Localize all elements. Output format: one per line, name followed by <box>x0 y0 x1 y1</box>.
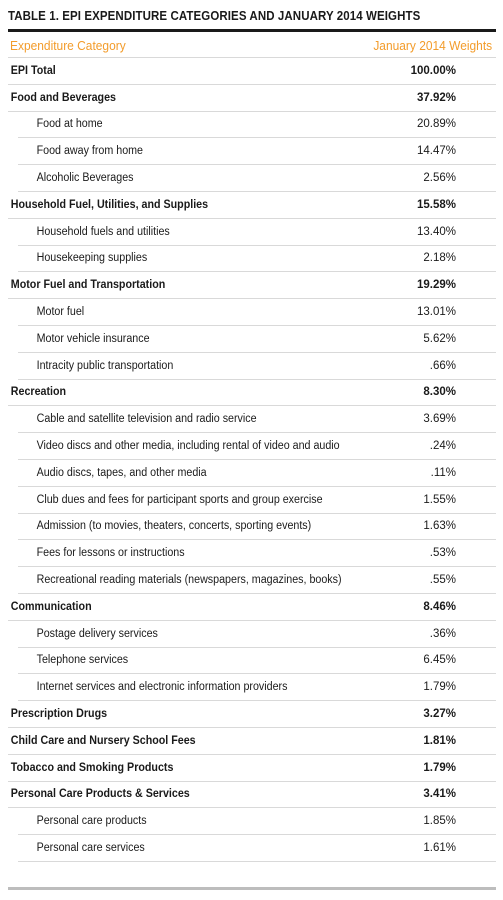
row-label: Food and Beverages <box>10 91 116 104</box>
row-value: .36% <box>426 621 496 648</box>
row-label-cell <box>18 246 426 273</box>
table-row <box>8 192 496 219</box>
row-value: 3.27% <box>423 708 456 721</box>
row-value: 1.55% <box>426 487 496 514</box>
row-label-cell <box>18 353 426 380</box>
row-label-cell <box>18 487 426 514</box>
row-label: Motor vehicle insurance <box>36 332 150 345</box>
row-value: 13.40% <box>426 219 496 246</box>
table-row <box>8 353 496 380</box>
table-row <box>8 621 496 648</box>
row-value: 13.01% <box>426 299 496 326</box>
row-value: 6.45% <box>426 648 496 675</box>
row-value: 2.56% <box>426 165 496 192</box>
row-label: Food away from home <box>36 145 144 158</box>
row-value: .53% <box>426 540 496 567</box>
table-row <box>8 246 496 273</box>
table-header <box>8 32 496 58</box>
table-title: TABLE 1. EPI EXPENDITURE CATEGORIES AND JANUARY 2014 WEIGHTS <box>8 9 421 23</box>
table-row <box>8 85 496 112</box>
row-value: 1.63% <box>426 514 496 541</box>
row-label: Communication <box>10 600 92 613</box>
row-label: Admission (to movies, theaters, concerts, sporting events) <box>36 520 312 533</box>
row-label: Fees for lessons or instructions <box>36 547 185 560</box>
row-label-cell <box>18 219 426 246</box>
row-value: .55% <box>426 567 496 594</box>
row-label: Housekeeping supplies <box>36 252 148 265</box>
table-row <box>8 380 496 407</box>
table-row <box>8 299 496 326</box>
row-label: Recreation <box>10 386 67 399</box>
row-label: Prescription Drugs <box>10 708 108 721</box>
row-label: Telephone services <box>36 654 129 667</box>
row-value: 14.47% <box>426 138 496 165</box>
row-value: 19.29% <box>416 279 456 292</box>
table-row <box>8 594 496 621</box>
row-label: Personal care services <box>36 842 145 854</box>
row-label: Recreational reading materials (newspapers, magazines, books) <box>36 574 342 587</box>
row-label-cell <box>18 514 426 541</box>
row-label-cell <box>18 112 426 139</box>
row-label: Cable and satellite television and radio service <box>36 413 257 426</box>
row-label-cell <box>18 460 426 487</box>
table-row <box>8 782 496 809</box>
row-value: 1.85% <box>426 808 496 835</box>
table-body <box>8 58 496 862</box>
row-label: Tobacco and Smoking Products <box>10 761 174 774</box>
table-row <box>8 808 496 835</box>
row-label: Personal care products <box>36 815 147 828</box>
table-row <box>8 701 496 728</box>
row-value: 8.30% <box>423 386 456 399</box>
row-label-cell <box>18 138 426 165</box>
row-label-cell <box>18 567 426 594</box>
table-container <box>8 0 496 862</box>
row-label: Audio discs, tapes, and other media <box>36 466 207 479</box>
row-value: 15.58% <box>416 198 456 211</box>
row-label: Internet services and electronic information providers <box>36 681 288 694</box>
table-row <box>8 433 496 460</box>
row-value: 3.41% <box>423 788 456 801</box>
row-value: .24% <box>426 433 496 460</box>
row-label: Motor Fuel and Transportation <box>10 279 166 292</box>
row-label-cell <box>18 299 426 326</box>
row-label: Postage delivery services <box>36 627 158 640</box>
row-label-cell <box>18 808 426 835</box>
row-value: 20.89% <box>426 112 496 139</box>
row-value: 3.69% <box>426 406 496 433</box>
table-row <box>8 648 496 675</box>
row-label-cell <box>18 433 426 460</box>
table-row <box>8 406 496 433</box>
row-value: 100.00% <box>410 64 456 77</box>
row-label-cell <box>18 540 426 567</box>
row-label-cell <box>18 835 426 862</box>
row-value: 1.61% <box>426 835 496 862</box>
row-label: Household fuels and utilities <box>36 225 170 238</box>
row-label-cell <box>18 674 426 701</box>
header-category: Expenditure Category <box>10 38 126 53</box>
table-row <box>8 219 496 246</box>
table-row <box>8 540 496 567</box>
table-row <box>8 835 496 862</box>
row-value: .11% <box>426 460 496 487</box>
row-label-cell <box>18 326 426 353</box>
row-label: Motor fuel <box>36 306 85 319</box>
table-row <box>8 567 496 594</box>
row-value: 5.62% <box>426 326 496 353</box>
table-row <box>8 165 496 192</box>
table-row <box>8 58 496 85</box>
row-value: 37.92% <box>416 91 456 104</box>
table-row <box>8 487 496 514</box>
row-label: Club dues and fees for participant sports and group exercise <box>36 493 323 506</box>
table-row <box>8 674 496 701</box>
row-label-cell <box>18 165 426 192</box>
row-label: Video discs and other media, including rental of video and audio <box>36 440 340 453</box>
row-label: Household Fuel, Utilities, and Supplies <box>10 198 209 211</box>
table-row <box>8 460 496 487</box>
row-label: Food at home <box>36 118 103 131</box>
footer-rule <box>8 887 496 890</box>
row-label: Intracity public transportation <box>36 359 174 372</box>
table-row <box>8 112 496 139</box>
table-row <box>8 138 496 165</box>
table-row <box>8 728 496 755</box>
row-value: 1.79% <box>423 761 456 774</box>
row-value: 8.46% <box>423 600 456 613</box>
row-label: Child Care and Nursery School Fees <box>10 734 196 747</box>
row-value: .66% <box>426 353 496 380</box>
row-label-cell <box>18 406 426 433</box>
row-value: 2.18% <box>426 246 496 273</box>
row-label: EPI Total <box>10 64 56 77</box>
row-label: Alcoholic Beverages <box>36 172 134 185</box>
row-label-cell <box>18 648 426 675</box>
table-row <box>8 755 496 782</box>
row-label-cell <box>18 621 426 648</box>
header-weight: January 2014 Weights <box>373 38 492 53</box>
table-row <box>8 326 496 353</box>
row-label: Personal Care Products & Services <box>10 788 190 801</box>
row-value: 1.79% <box>426 674 496 701</box>
table-row <box>8 272 496 299</box>
table-row <box>8 514 496 541</box>
row-value: 1.81% <box>423 734 456 747</box>
